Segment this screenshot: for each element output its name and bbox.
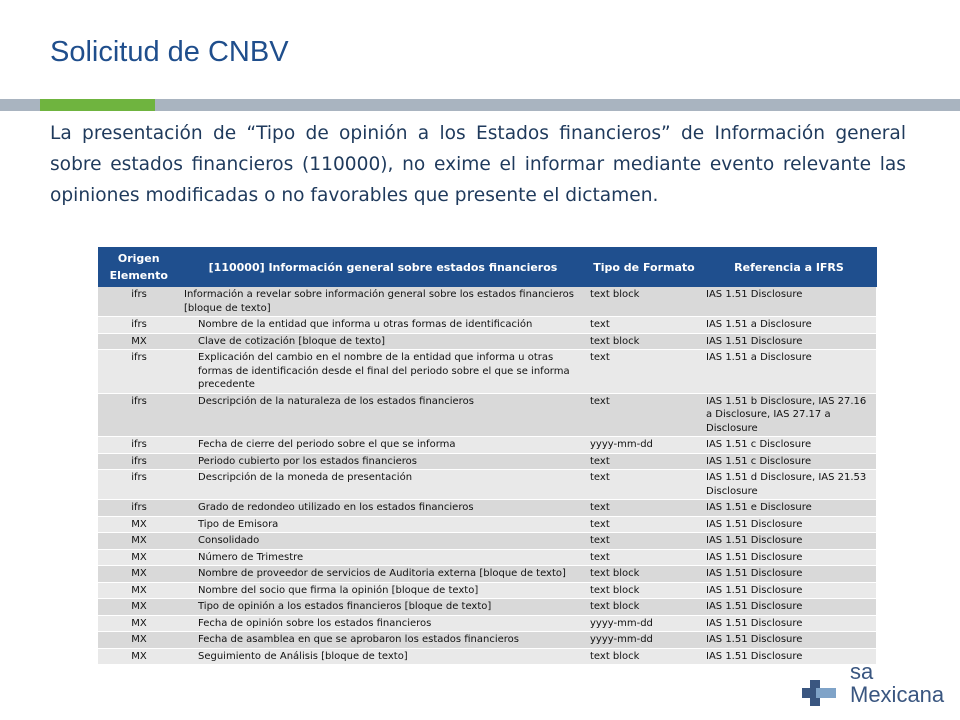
- bolsa-logo-icon: [800, 678, 840, 708]
- table-row: [98, 582, 876, 599]
- taxonomy-table: [98, 247, 877, 665]
- cell-format: text: [586, 350, 702, 394]
- cell-reference: IAS 1.51 Disclosure: [702, 287, 876, 317]
- cell-element: Clave de cotización [bloque de texto]: [180, 333, 586, 350]
- cell-element: Fecha de cierre del periodo sobre el que se informa: [180, 437, 586, 454]
- cell-element: Descripción de la moneda de presentación: [180, 470, 586, 500]
- cell-element: Número de Trimestre: [180, 549, 586, 566]
- cell-origin: MX: [98, 632, 180, 649]
- logo-wordmark: [850, 660, 944, 706]
- cell-element: Nombre de proveedor de servicios de Auditoria externa [bloque de texto]: [180, 566, 586, 583]
- table-row: [98, 615, 876, 632]
- cell-element: Descripción de la naturaleza de los estados financieros: [180, 393, 586, 437]
- slide-title: Solicitud de CNBV: [50, 36, 289, 68]
- cell-reference: IAS 1.51 b Disclosure, IAS 27.16 a Disclosure, IAS 27.17 a Disclosure: [702, 393, 876, 437]
- table-row: [98, 533, 876, 550]
- cell-reference: IAS 1.51 Disclosure: [702, 615, 876, 632]
- cell-element: Grado de redondeo utilizado en los estados financieros: [180, 500, 586, 517]
- header-format: Tipo de Formato: [586, 247, 702, 287]
- cell-reference: IAS 1.51 Disclosure: [702, 516, 876, 533]
- cell-element: Nombre de la entidad que informa u otras formas de identificación: [180, 317, 586, 334]
- cell-origin: MX: [98, 648, 180, 665]
- cell-origin: MX: [98, 582, 180, 599]
- cell-format: yyyy-mm-dd: [586, 632, 702, 649]
- table-row: [98, 648, 876, 665]
- cell-format: text: [586, 393, 702, 437]
- table-row: [98, 333, 876, 350]
- cell-reference: IAS 1.51 Disclosure: [702, 533, 876, 550]
- table-row: [98, 350, 876, 394]
- table-row: [98, 632, 876, 649]
- cell-format: yyyy-mm-dd: [586, 615, 702, 632]
- cell-format: text block: [586, 287, 702, 317]
- header-ifrs-reference: Referencia a IFRS: [702, 247, 876, 287]
- table-header-row: [98, 247, 876, 287]
- cell-element: Nombre del socio que firma la opinión [bloque de texto]: [180, 582, 586, 599]
- cell-reference: IAS 1.51 Disclosure: [702, 333, 876, 350]
- cell-reference: IAS 1.51 Disclosure: [702, 599, 876, 616]
- cell-format: text block: [586, 599, 702, 616]
- table-row: [98, 566, 876, 583]
- cell-format: text block: [586, 333, 702, 350]
- cell-reference: IAS 1.51 Disclosure: [702, 566, 876, 583]
- table-row: [98, 287, 876, 317]
- table-row: [98, 500, 876, 517]
- cell-format: text: [586, 549, 702, 566]
- cell-element: Tipo de opinión a los estados financieros [bloque de texto]: [180, 599, 586, 616]
- slide-body-text: La presentación de “Tipo de opinión a los Estados financieros” de Información general sobre estados financieros (110000), no exime el informar mediante evento relevante las opiniones modificadas o no favorables que presente el dictamen.: [50, 123, 906, 206]
- cell-origin: ifrs: [98, 393, 180, 437]
- cell-element: Fecha de asamblea en que se aprobaron los estados financieros: [180, 632, 586, 649]
- cell-origin: ifrs: [98, 287, 180, 317]
- table-row: [98, 470, 876, 500]
- cell-reference: IAS 1.51 c Disclosure: [702, 453, 876, 470]
- cell-origin: ifrs: [98, 437, 180, 454]
- cell-element: Consolidado: [180, 533, 586, 550]
- table-row: [98, 317, 876, 334]
- cell-format: text block: [586, 648, 702, 665]
- cell-origin: MX: [98, 566, 180, 583]
- cell-origin: MX: [98, 333, 180, 350]
- cell-origin: ifrs: [98, 453, 180, 470]
- cell-origin: ifrs: [98, 317, 180, 334]
- logo-line-2: Mexicana: [850, 682, 945, 707]
- cell-element: Periodo cubierto por los estados financieros: [180, 453, 586, 470]
- cell-element: Explicación del cambio en el nombre de la entidad que informa u otras formas de identificación desde el final del periodo sobre el que se informa precedente: [180, 350, 586, 394]
- cell-format: text block: [586, 566, 702, 583]
- cell-origin: MX: [98, 516, 180, 533]
- cell-format: text: [586, 516, 702, 533]
- cell-reference: IAS 1.51 Disclosure: [702, 648, 876, 665]
- cell-reference: IAS 1.51 d Disclosure, IAS 21.53 Disclosure: [702, 470, 876, 500]
- cell-origin: ifrs: [98, 350, 180, 394]
- header-element: [110000] Información general sobre estados financieros: [180, 247, 586, 287]
- cell-element: Seguimiento de Análisis [bloque de texto]: [180, 648, 586, 665]
- cell-format: text: [586, 470, 702, 500]
- cell-origin: MX: [98, 615, 180, 632]
- cell-reference: IAS 1.51 a Disclosure: [702, 317, 876, 334]
- table-row: [98, 453, 876, 470]
- table-row: [98, 599, 876, 616]
- table-row: [98, 393, 876, 437]
- table-row: [98, 549, 876, 566]
- logo-line-1: sa: [850, 659, 874, 684]
- taxonomy-table-container: [98, 247, 876, 665]
- cell-origin: MX: [98, 533, 180, 550]
- table-row: [98, 516, 876, 533]
- cell-origin: ifrs: [98, 470, 180, 500]
- cell-origin: ifrs: [98, 500, 180, 517]
- header-origin: Origen Elemento: [98, 247, 180, 287]
- cell-element: Información a revelar sobre información general sobre los estados financieros [bloque de texto]: [180, 287, 586, 317]
- cell-reference: IAS 1.51 Disclosure: [702, 549, 876, 566]
- cell-format: text: [586, 533, 702, 550]
- cell-element: Fecha de opinión sobre los estados financieros: [180, 615, 586, 632]
- table-row: [98, 437, 876, 454]
- cell-format: text block: [586, 582, 702, 599]
- cell-element: Tipo de Emisora: [180, 516, 586, 533]
- cell-format: yyyy-mm-dd: [586, 437, 702, 454]
- title-divider-accent: [40, 99, 155, 111]
- cell-reference: IAS 1.51 c Disclosure: [702, 437, 876, 454]
- company-logo: [800, 660, 950, 710]
- cell-format: text: [586, 317, 702, 334]
- cell-format: text: [586, 453, 702, 470]
- cell-reference: IAS 1.51 Disclosure: [702, 582, 876, 599]
- cell-origin: MX: [98, 549, 180, 566]
- cell-reference: IAS 1.51 a Disclosure: [702, 350, 876, 394]
- cell-reference: IAS 1.51 e Disclosure: [702, 500, 876, 517]
- cell-origin: MX: [98, 599, 180, 616]
- cell-format: text: [586, 500, 702, 517]
- cell-reference: IAS 1.51 Disclosure: [702, 632, 876, 649]
